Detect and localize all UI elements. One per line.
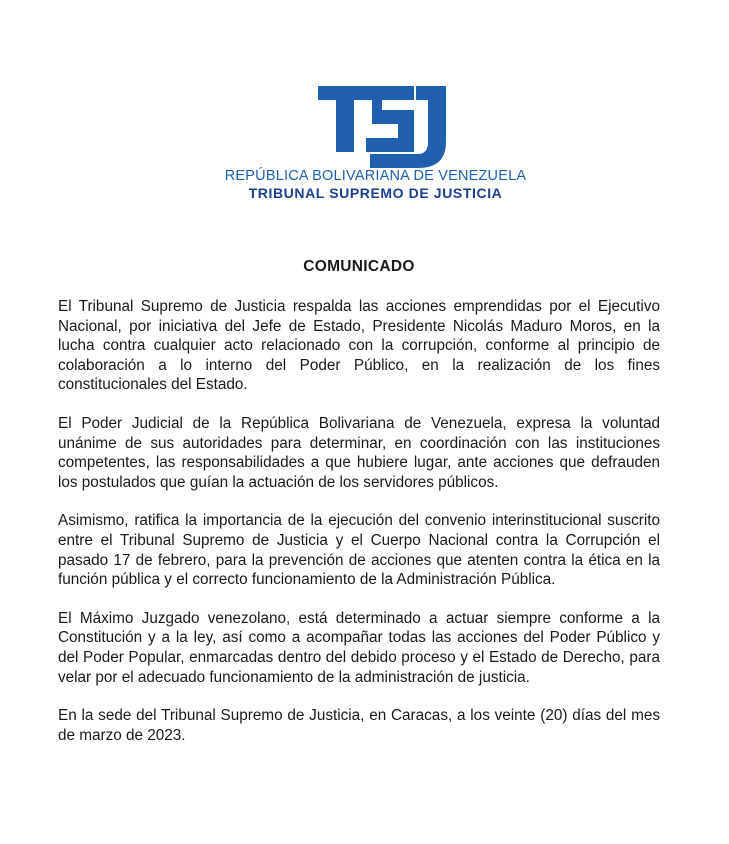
paragraph-5: En la sede del Tribunal Supremo de Justicia, en Caracas, a los veinte (20) días del mes de marzo de 2023. — [58, 707, 660, 744]
letterhead — [0, 0, 729, 215]
org-name-line1: REPÚBLICA BOLIVARIANA DE VENEZUELA — [224, 168, 527, 184]
paragraph-4: El Máximo Juzgado venezolano, está determinado a actuar siempre conforme a la Constitución y a la ley, así como a acompañar todas las acciones del Poder Público y del Poder Popular, enmarcadas dentro del debido proceso y el Estado de Derecho, para velar por el adecuado funcionamiento de la administración de justicia. — [58, 609, 660, 686]
document-title: COMUNICADO — [303, 258, 415, 275]
paragraph-3: Asimismo, ratifica la importancia de la ejecución del convenio interinstitucional suscrito entre el Tribunal Supremo de Justicia y el Cuerpo Nacional contra la Corrupción el pasado 17 de febrero, para la prevención de acciones que atenten contra la ética en la función pública y el correcto funcionamiento de la Administración Pública. — [58, 512, 660, 589]
paragraph-2: El Poder Judicial de la República Bolivariana de Venezuela, expresa la voluntad unánime de sus autoridades para determinar, en coordinación con las instituciones competentes, las responsabilidades a que hubiere lugar, ante acciones que defrauden los postulados que guían la actuación de los servidores públicos. — [58, 414, 660, 491]
paragraph-1: El Tribunal Supremo de Justicia respalda las acciones emprendidas por el Ejecutivo Nacional, por iniciativa del Jefe de Estado, Presidente Nicolás Maduro Moros, en la lucha contra cualquier acto relacionado con la corrupción, conforme al principio de colaboración a lo interno del Poder Público, en la realización de los fines constitucionales del Estado. — [58, 298, 660, 394]
document-body — [58, 258, 660, 764]
tsj-logo — [318, 86, 446, 168]
org-name-line2: TRIBUNAL SUPREMO DE JUSTICIA — [248, 185, 503, 201]
